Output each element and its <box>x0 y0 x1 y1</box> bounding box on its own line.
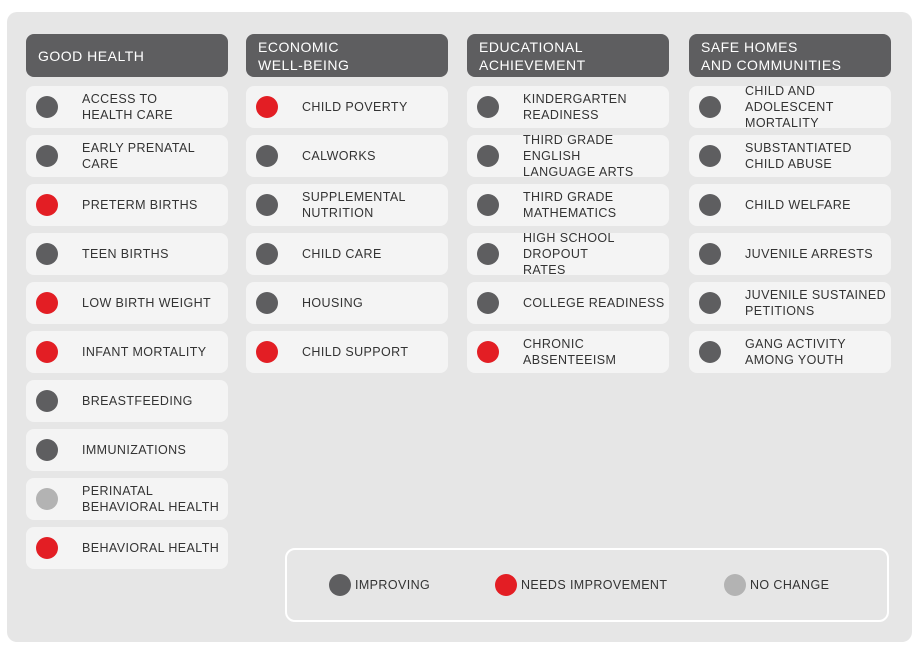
status-dot <box>36 488 58 510</box>
indicator-label: COLLEGE READINESS <box>523 296 665 310</box>
legend-label: NEEDS IMPROVEMENT <box>521 578 668 592</box>
legend-item-no-change <box>724 574 829 596</box>
legend-label: IMPROVING <box>355 578 431 592</box>
status-dot <box>36 145 58 167</box>
indicator-item <box>246 184 448 226</box>
indicator-item <box>26 135 228 177</box>
indicator-item <box>689 331 891 373</box>
status-dot <box>699 243 721 265</box>
indicator-item <box>26 478 228 520</box>
status-dot <box>256 292 278 314</box>
indicator-item <box>26 429 228 471</box>
indicator-item <box>467 135 669 177</box>
column-header: SAFE HOMES AND COMMUNITIES <box>689 34 891 77</box>
indicator-item <box>26 282 228 324</box>
column-safe-homes <box>689 34 891 380</box>
status-dot <box>36 439 58 461</box>
status-dot <box>36 341 58 363</box>
indicator-item <box>467 184 669 226</box>
status-dot <box>724 574 746 596</box>
legend-label: NO CHANGE <box>750 578 830 592</box>
status-dot <box>36 390 58 412</box>
status-dot <box>36 194 58 216</box>
status-dot <box>256 96 278 118</box>
legend-item-improving <box>329 574 430 596</box>
indicator-label: LOW BIRTH WEIGHT <box>82 296 212 310</box>
status-dot <box>477 292 499 314</box>
status-dot <box>477 243 499 265</box>
status-dot <box>477 194 499 216</box>
indicator-label: PERINATAL BEHAVIORAL HEALTH <box>82 484 220 514</box>
indicator-item <box>246 86 448 128</box>
status-dot <box>477 145 499 167</box>
indicator-item <box>467 86 669 128</box>
indicator-label: JUVENILE ARRESTS <box>745 247 873 261</box>
indicator-label: TEEN BIRTHS <box>82 247 169 261</box>
indicator-item <box>689 135 891 177</box>
indicator-label: INFANT MORTALITY <box>82 345 207 359</box>
indicator-label: PRETERM BIRTHS <box>82 198 198 212</box>
indicator-item <box>26 331 228 373</box>
indicator-label: GANG ACTIVITY AMONG YOUTH <box>745 337 847 367</box>
indicator-item <box>689 282 891 324</box>
status-dot <box>256 243 278 265</box>
indicator-item <box>246 135 448 177</box>
indicator-label: SUPPLEMENTAL NUTRITION <box>302 190 406 220</box>
legend-item-needs-improvement <box>495 574 667 596</box>
indicator-item <box>246 233 448 275</box>
status-dot <box>495 574 517 596</box>
indicator-label: CHILD CARE <box>302 247 382 261</box>
indicator-item <box>467 331 669 373</box>
indicator-label: EARLY PRENATAL CARE <box>82 141 195 171</box>
indicator-item <box>689 86 891 128</box>
indicator-label: BEHAVIORAL HEALTH <box>82 541 220 555</box>
indicator-label: THIRD GRADE MATHEMATICS <box>523 190 617 220</box>
indicator-item <box>467 282 669 324</box>
status-dot <box>699 292 721 314</box>
indicator-label: CHILD WELFARE <box>745 198 851 212</box>
indicator-label: HOUSING <box>302 296 364 310</box>
status-dot <box>36 96 58 118</box>
column-header: EDUCATIONAL ACHIEVEMENT <box>467 34 669 77</box>
indicator-item <box>26 527 228 569</box>
status-dot <box>36 537 58 559</box>
indicator-label: CHRONIC ABSENTEEISM <box>523 337 617 367</box>
indicator-item <box>26 86 228 128</box>
status-dot <box>329 574 351 596</box>
indicator-label: IMMUNIZATIONS <box>82 443 187 457</box>
indicator-label: CHILD AND ADOLESCENT MORTALITY <box>745 84 834 130</box>
indicator-item <box>467 233 669 275</box>
status-dot <box>36 243 58 265</box>
status-dot <box>477 96 499 118</box>
status-dot <box>699 341 721 363</box>
status-dot <box>477 341 499 363</box>
indicator-item <box>246 282 448 324</box>
status-dot <box>256 145 278 167</box>
indicator-label: BREASTFEEDING <box>82 394 193 408</box>
indicator-label: ACCESS TO HEALTH CARE <box>82 92 173 122</box>
indicator-item <box>26 380 228 422</box>
indicator-item <box>26 233 228 275</box>
indicator-item <box>26 184 228 226</box>
indicator-label: CHILD SUPPORT <box>302 345 409 359</box>
status-dot <box>256 341 278 363</box>
indicator-item <box>689 233 891 275</box>
indicator-label: HIGH SCHOOL DROPOUT RATES <box>523 231 615 277</box>
status-dot <box>256 194 278 216</box>
indicator-label: CHILD POVERTY <box>302 100 408 114</box>
indicator-label: JUVENILE SUSTAINED PETITIONS <box>745 288 887 318</box>
status-dot <box>699 194 721 216</box>
indicator-label: KINDERGARTEN READINESS <box>523 92 627 122</box>
status-dot <box>699 145 721 167</box>
column-header: GOOD HEALTH <box>26 34 228 77</box>
legend <box>285 548 889 622</box>
column-economic-well-being <box>246 34 448 380</box>
indicator-label: SUBSTANTIATED CHILD ABUSE <box>745 141 852 171</box>
indicator-item <box>246 331 448 373</box>
column-educational-achievement <box>467 34 669 380</box>
status-dot <box>36 292 58 314</box>
indicator-item <box>689 184 891 226</box>
indicator-label: THIRD GRADE ENGLISH LANGUAGE ARTS <box>523 133 634 179</box>
column-header: ECONOMIC WELL-BEING <box>246 34 448 77</box>
indicator-label: CALWORKS <box>302 149 376 163</box>
status-dot <box>699 96 721 118</box>
column-good-health <box>26 34 228 576</box>
